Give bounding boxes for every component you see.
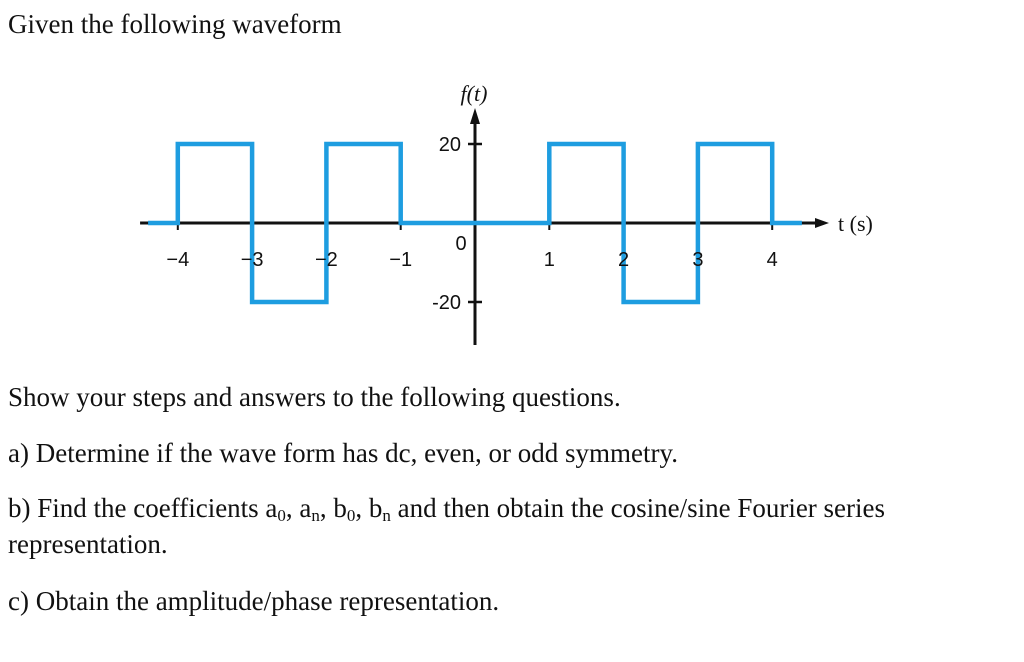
y-axis-title: f(t) bbox=[460, 81, 488, 106]
subscript-n: n bbox=[382, 506, 391, 525]
question-b-line-2: representation. bbox=[8, 529, 168, 559]
subscript-zero: 0 bbox=[346, 506, 356, 525]
question-c: c) Obtain the amplitude/phase representation. bbox=[8, 586, 500, 616]
x-tick-label: 2 bbox=[618, 249, 630, 271]
x-tick-label: 4 bbox=[766, 249, 778, 271]
x-tick-label: 0 bbox=[455, 233, 467, 255]
x-tick-label: −1 bbox=[389, 249, 413, 271]
question-b-text: b) Find the coefficients a bbox=[8, 493, 278, 523]
y-axis-arrow bbox=[470, 108, 480, 124]
subscript-zero: 0 bbox=[277, 506, 286, 525]
heading: Given the following waveform bbox=[8, 9, 342, 39]
question-b-line-1 bbox=[8, 492, 885, 524]
question-b-text: , a bbox=[285, 493, 312, 523]
y-tick-label: 20 bbox=[438, 134, 461, 156]
x-tick-label: −4 bbox=[166, 249, 190, 271]
question-a: a) Determine if the wave form has dc, even, or odd symmetry. bbox=[8, 438, 679, 468]
x-axis-title: t (s) bbox=[838, 211, 873, 236]
question-b-text: , b bbox=[355, 493, 383, 523]
x-tick-label: −3 bbox=[240, 249, 264, 271]
questions-intro: Show your steps and answers to the following questions. bbox=[8, 382, 621, 412]
question-b-text: , b bbox=[319, 493, 347, 523]
x-axis-arrow bbox=[815, 218, 829, 228]
x-tick-label: −2 bbox=[314, 249, 338, 271]
y-tick-label: -20 bbox=[432, 292, 461, 314]
x-tick-label: 3 bbox=[692, 249, 704, 271]
subscript-n: n bbox=[311, 506, 320, 525]
x-tick-label: 1 bbox=[543, 249, 555, 271]
question-b-text: and then obtain the cosine/sine Fourier series bbox=[390, 493, 886, 523]
